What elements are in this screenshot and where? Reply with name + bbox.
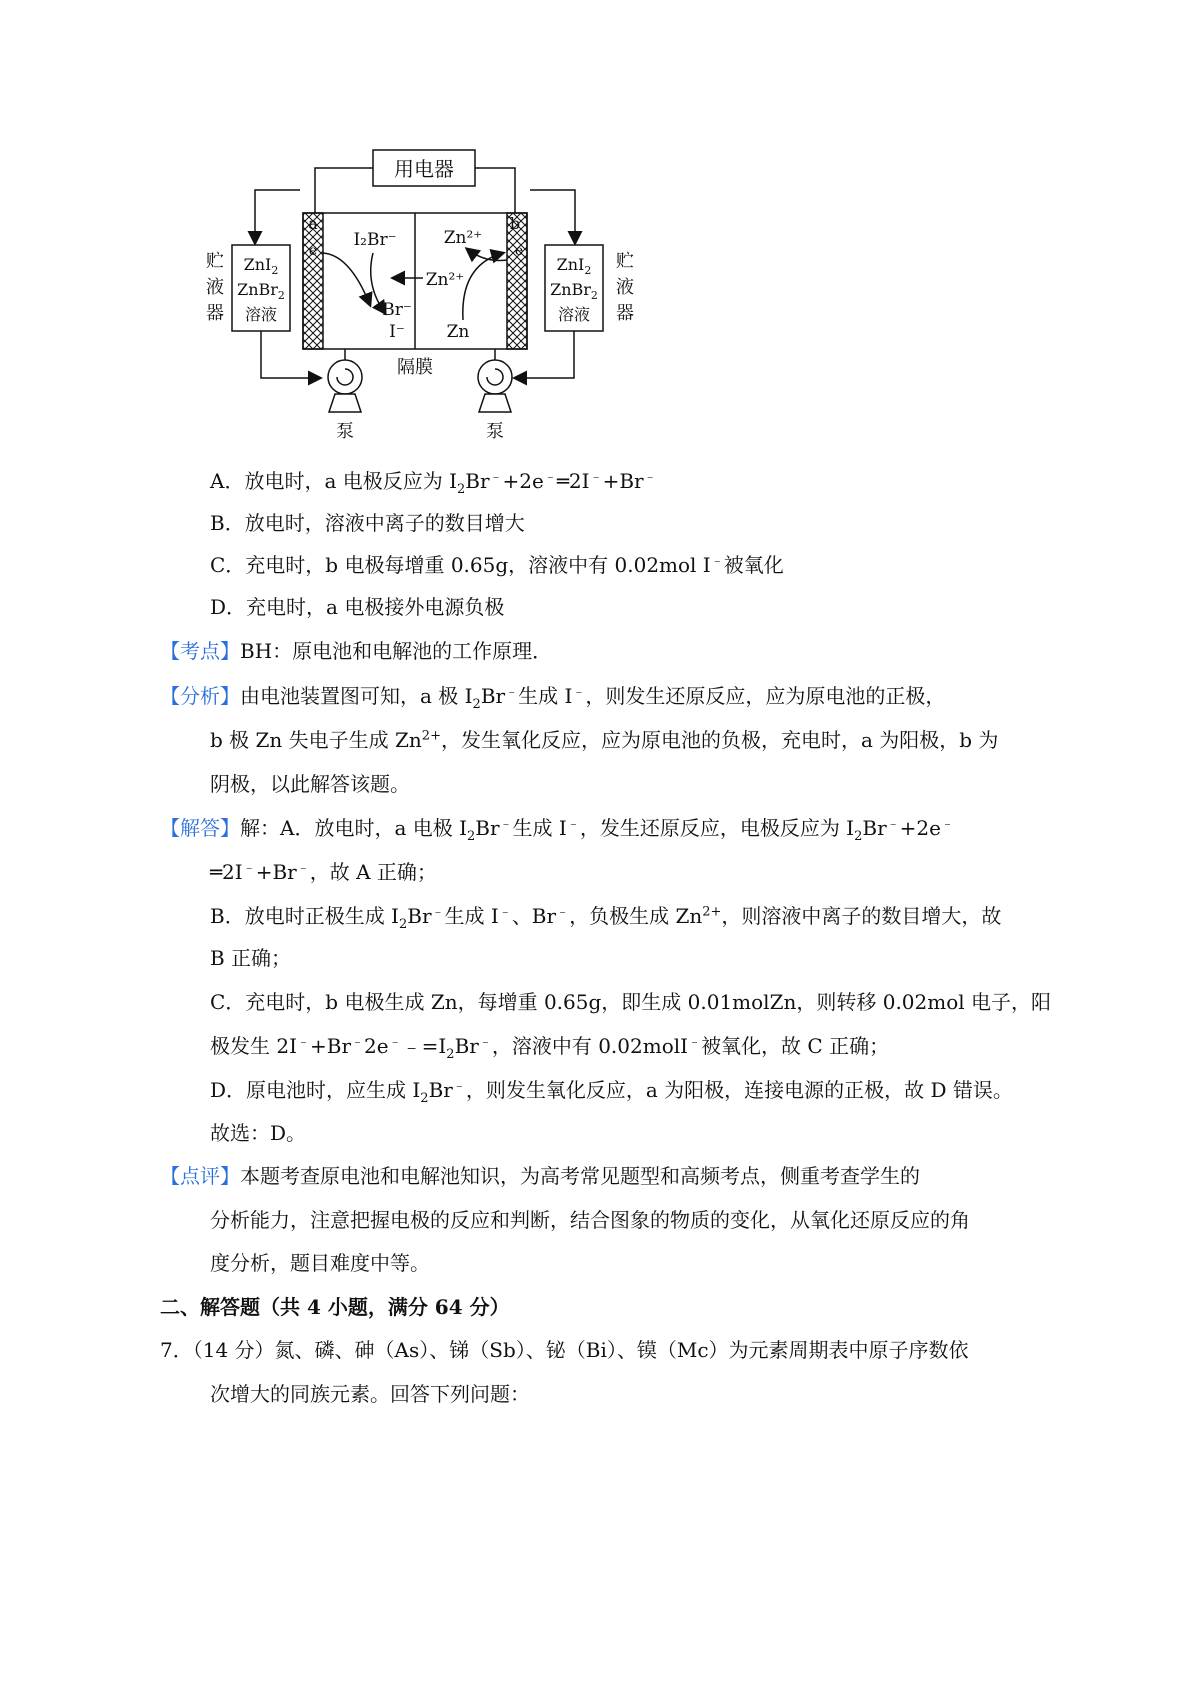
fenxi-tag: 【分析】 [160,684,240,708]
option-a: A．放电时，a 电极反应为 $I_2Br^﹣+2e^﹣═2I^﹣+Br^﹣$ [210,469,657,497]
electron-a-label: e [308,243,318,259]
left-tank-line2: ZnBr$_2$ [237,280,285,302]
dianping-line-2: 分析能力，注意把握电极的反应和判断，结合图象的物质的变化，从氧化还原反应的角 [210,1208,970,1232]
svg-text:器: 器 [616,303,634,324]
section-heading: 二、解答题（共 4 小题，满分 64 分） [160,1295,510,1319]
right-tank-line1: ZnI$_2$ [556,255,592,277]
dianping-line-3: 度分析，题目难度中等。 [210,1251,430,1275]
electron-b-label: e [514,243,524,259]
electrode-b [507,213,527,349]
left-tank-label [206,251,224,324]
dianping-tag: 【点评】 [160,1164,240,1188]
pump-left-label: 泵 [336,421,354,442]
svg-text:液: 液 [616,277,634,298]
right-tank-line3: 溶液 [557,305,591,324]
left-tank-line1: ZnI$_2$ [243,255,279,277]
left-tank-line3: 溶液 [244,305,278,324]
pump-left-icon [328,360,362,412]
species-zn2-top: Zn²⁺ [443,228,483,248]
svg-text:液: 液 [206,277,224,298]
electrode-a-label: a [308,214,318,233]
fenxi-line-1: 【分析】由电池装置图可知，a 极 $I_2Br^﹣$生成 I﹣，则发生还原反应，应为原电池的正极， [160,684,946,712]
species-i: I⁻ [389,322,405,342]
jieda-line-8: 故选：D。 [210,1121,307,1145]
wire-right-top [475,168,515,215]
q7-line-1: 7．（14 分）氮、磷、砷（As）、锑（Sb）、铋（Bi）、镆（Mc）为元素周期表中原子序数依 [160,1338,969,1362]
jieda-tag: 【解答】 [160,816,240,840]
right-tank-line2: ZnBr$_2$ [550,280,598,302]
jieda-line-7: D．原电池时，应生成 $I_2Br^﹣$，则发生氧化反应，a 为阳极，连接电源的正极，故 D 错误。 [210,1078,1013,1106]
fenxi-line-2: b 极 Zn 失电子生成 $Zn^{2+}$，发生氧化反应，应为原电池的负极，充电时，a 为阳极，b 为 [210,728,999,752]
pump-right-icon [478,360,512,412]
species-zn: Zn [446,322,470,342]
wire-left-to-tank [255,190,300,243]
jieda-line-5: C．充电时，b 电极生成 Zn，每增重 0.65g，即生成 0.01molZn，则转移 0.02mol 电子，阳 [210,990,1052,1014]
device-label: 用电器 [394,157,454,181]
option-b: B．放电时，溶液中离子的数目增大 [210,511,525,535]
fenxi-line-3: 阴极，以此解答该题。 [210,772,410,796]
species-br: Br⁻ [382,300,412,320]
jieda-line-6: 极发生 $2I^﹣+Br^﹣2e^﹣﹣=I_2Br^﹣$，溶液中有 0.02molI﹣被氧化，故 C 正确； [210,1034,890,1062]
option-c: C．充电时，b 电极每增重 0.65g，溶液中有 0.02mol I﹣被氧化 [210,553,784,577]
electrode-a [303,213,323,349]
jieda-line-1: 【解答】解：A．放电时，a 电极 $I_2Br^﹣$生成 I﹣，发生还原反应，电极反应为 $I_2Br^﹣+2e^﹣$ [160,816,954,844]
svg-text:贮: 贮 [206,251,224,272]
wire-right-to-tank [530,190,575,243]
q7-line-2: 次增大的同族元素。回答下列问题： [210,1382,530,1406]
dianping-line-1: 【点评】本题考查原电池和电解池知识，为高考常见题型和高频考点，侧重考查学生的 [160,1164,920,1188]
species-i2br: I₂Br⁻ [353,230,397,250]
membrane-label: 隔膜 [397,357,433,378]
option-d: D．充电时，a 电极接外电源负极 [210,595,505,619]
pump-right-label: 泵 [486,421,504,442]
species-zn2-mid: Zn²⁺ [425,270,465,290]
jieda-line-3: B．放电时正极生成 $I_2Br^﹣$生成 I﹣、Br﹣，负极生成 $Zn^{2+}$，则溶液中离子的数目增大，故 [210,904,1002,932]
battery-diagram-svg [205,145,655,445]
svg-text:贮: 贮 [616,251,634,272]
wire-left-top [315,168,373,215]
kaodian-line: 【考点】BH：原电池和电解池的工作原理． [160,639,553,663]
kaodian-tag: 【考点】 [160,639,240,663]
jieda-line-4: B 正确； [210,946,292,970]
electrode-b-label: b [509,214,521,233]
jieda-line-2: ═2I﹣+Br﹣，故 A 正确； [210,860,437,884]
svg-text:器: 器 [206,303,224,324]
right-tank-label [616,251,634,324]
battery-diagram [205,145,655,445]
